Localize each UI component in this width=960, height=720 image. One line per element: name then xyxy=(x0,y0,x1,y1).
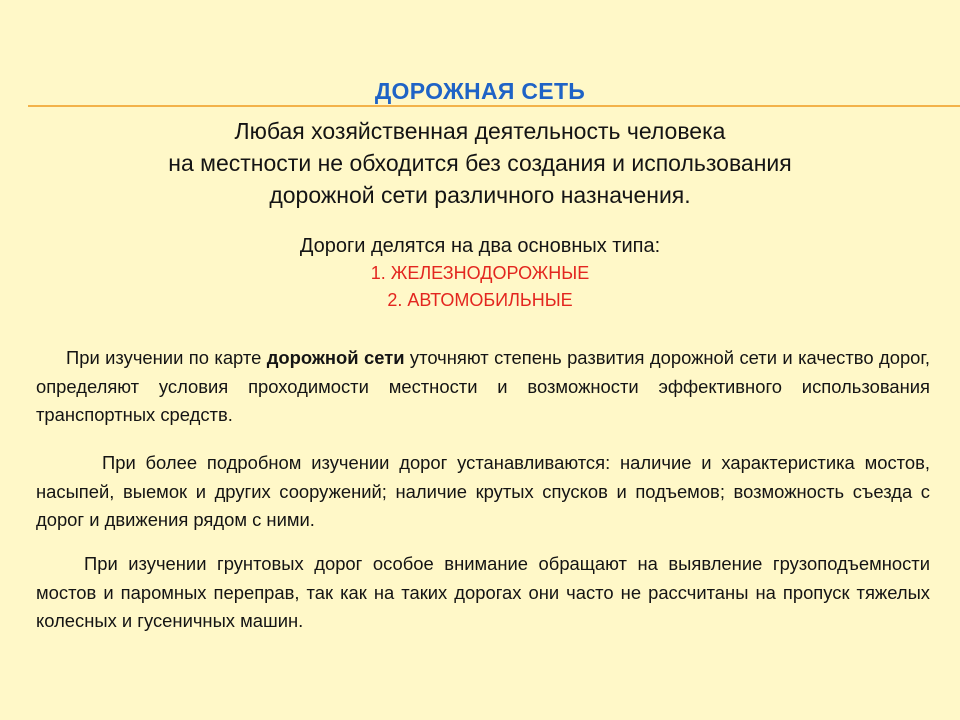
road-types-list xyxy=(0,260,960,314)
paragraph-map-study xyxy=(36,344,930,430)
road-types-block xyxy=(0,232,960,314)
intro-line-1: Любая хозяйственная деятельность человека xyxy=(234,118,726,144)
road-type-item-railway: 1. ЖЕЛЕЗНОДОРОЖНЫЕ xyxy=(370,263,590,283)
paragraph-map-study-end: уточняют степень развития дорожной сети и качество дорог, определяют условия проходимости местности и возможности эффективного использования транспортных средств. xyxy=(36,347,930,425)
paragraph-map-study-bold: дорожной сети xyxy=(266,347,405,368)
slide-title: ДОРОЖНАЯ СЕТЬ xyxy=(374,78,586,104)
intro-line-3: дорожной сети различного назначения. xyxy=(269,182,691,208)
paragraph-dirt-roads: При изучении грунтовых дорог особое внимание обращают на выявление грузоподъемности мостов и паромных переправ, так как на таких дорогах они часто не рассчитаны на пропуск тяжелых колесных и гусеничных машин. xyxy=(36,553,930,631)
road-type-item-automobile: 2. АВТОМОБИЛЬНЫЕ xyxy=(387,290,573,310)
paragraph-map-study-start: При изучении по карте xyxy=(66,347,267,368)
paragraph-detailed-study: При более подробном изучении дорог устанавливаются: наличие и характеристика мостов, насыпей, выемок и других сооружений; наличие крутых спусков и подъемов; возможность съезда с дорог и движения рядом с ними. xyxy=(36,452,930,530)
title-divider xyxy=(28,105,960,107)
road-types-lead: Дороги делятся на два основных типа: xyxy=(299,235,661,257)
intro-line-2: на местности не обходится без создания и использования xyxy=(168,150,792,176)
intro-text xyxy=(0,115,960,211)
